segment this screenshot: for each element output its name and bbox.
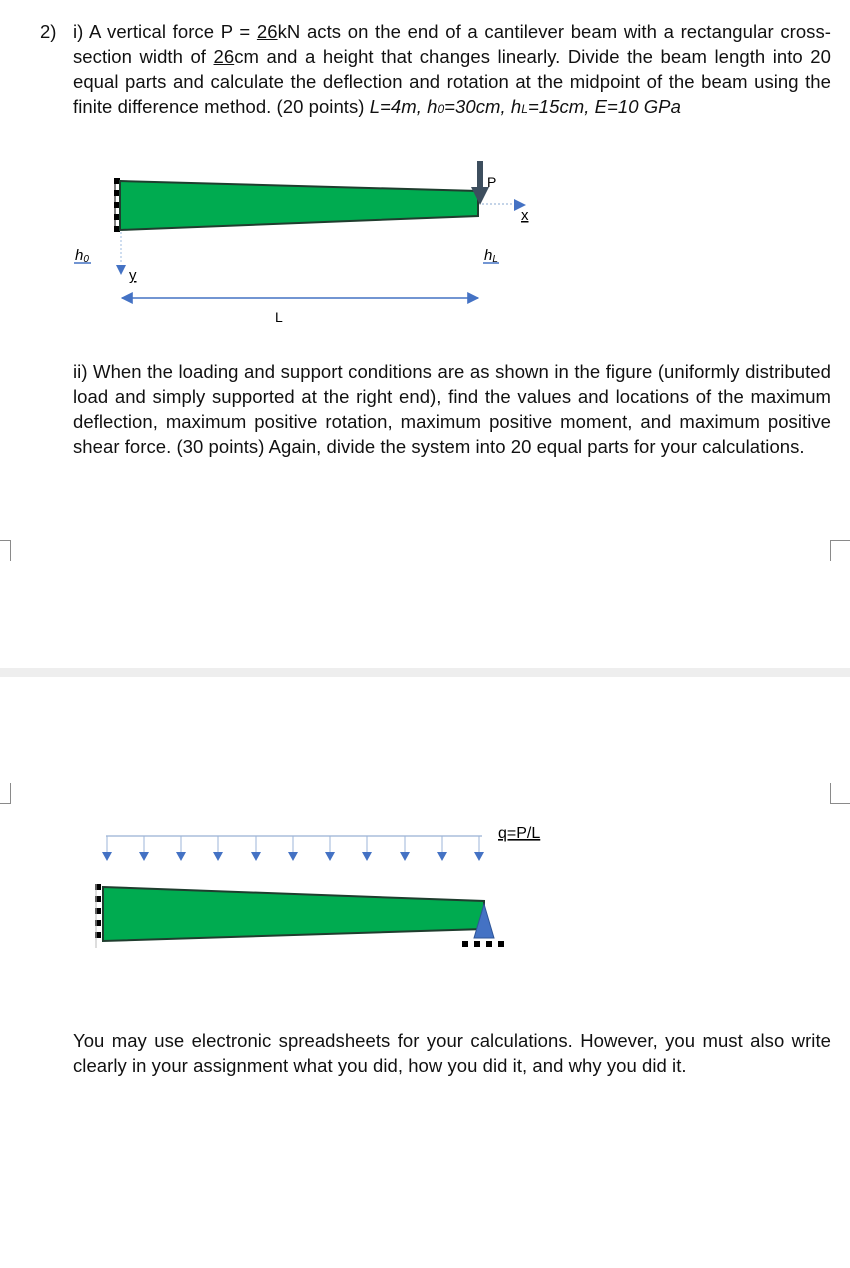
length-label: L bbox=[275, 309, 283, 325]
problem-number: 2) bbox=[40, 21, 57, 42]
y-axis-label: y bbox=[129, 267, 137, 284]
x-axis-label: x bbox=[521, 207, 529, 224]
svg-text:h0: h0 bbox=[75, 247, 89, 265]
force-value: 26 bbox=[256, 21, 278, 42]
load-label-P: P bbox=[487, 174, 497, 190]
part-1-paragraph: i) A vertical force P = 26kN acts on the end of a cantilever beam with a rectangular cross-section width of 26cm and a height that changes linearly. Divide the beam length into 20 equal parts and calculate the deflection and rotation at the midpoint of the beam using the finite difference method. (20 points) L=4m, h0=30cm, hL=15cm, E=10 GPa bbox=[73, 21, 831, 117]
note-paragraph: You may use electronic spreadsheets for your calculations. However, you must also write clearly in your assignment what you did, how you did it, and why you did it. bbox=[73, 1030, 831, 1076]
beam-2 bbox=[103, 887, 484, 941]
param-h0: h0=30cm, bbox=[427, 96, 506, 117]
param-modulus: E=10 GPa bbox=[594, 96, 681, 117]
fixed-support-hatch-2 bbox=[96, 884, 98, 948]
distributed-load-arrows bbox=[102, 836, 484, 861]
svg-text:hL: hL bbox=[484, 247, 498, 265]
width-value: 26 bbox=[213, 46, 235, 67]
distributed-load-label: q=P/L bbox=[498, 825, 541, 842]
part-2-paragraph: ii) When the loading and support conditions are as shown in the figure (uniformly distributed load and simply supported at the right end), find the values and locations of the maximum deflection, maximum positive rotation, maximum positive moment, and maximum positive shear force. (30 points) Again, divide the system into 20 equal parts for your calculations. bbox=[73, 361, 831, 457]
param-hL: hL=15cm, bbox=[510, 96, 590, 117]
param-length: L=4m, bbox=[369, 96, 422, 117]
